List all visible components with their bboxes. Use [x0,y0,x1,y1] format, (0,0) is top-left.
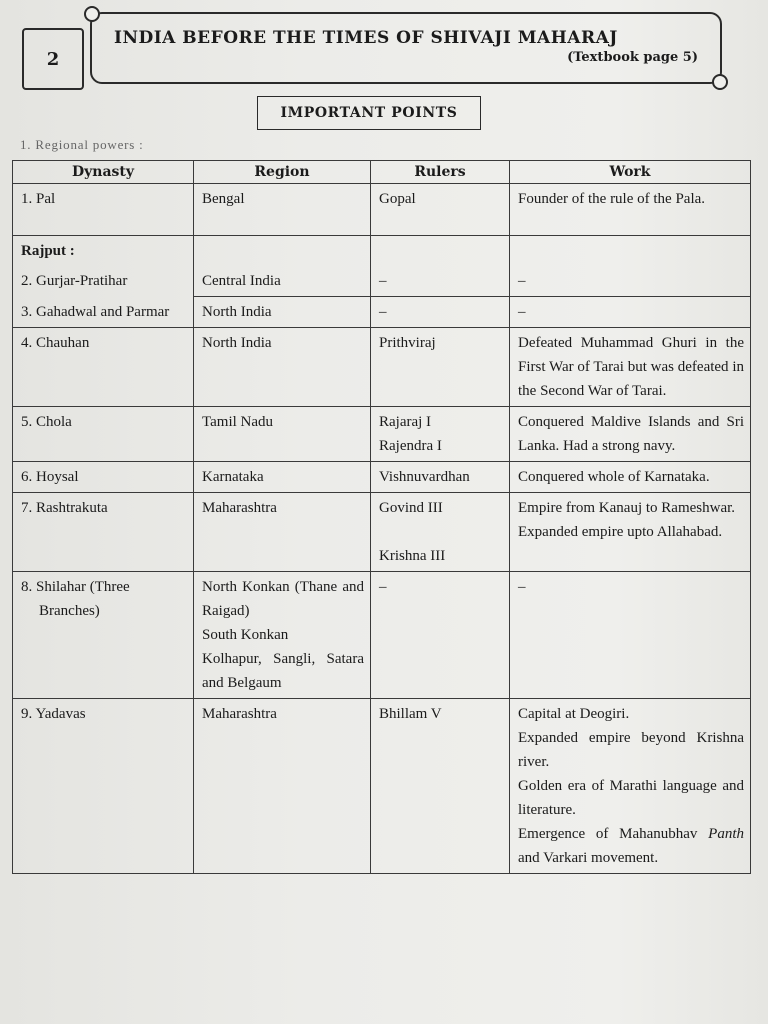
ruler-name: Rajendra I [379,438,442,454]
table-row-group-label [13,236,751,267]
dynasty-text: 8. Shilahar (Three Branches) [21,579,130,619]
region-cell: Karnataka [194,462,371,493]
banner-ornament-icon [84,6,100,22]
table-row [13,699,751,874]
section-heading-text: IMPORTANT POINTS [280,105,458,121]
region-cell: Central India [194,266,371,297]
dynasty-cell: 7. Rashtrakuta [13,493,194,572]
rulers-cell: Prithviraj [371,328,510,407]
empty-cell [194,236,371,267]
column-header-rulers: Rulers [371,161,510,184]
ruler-name: Rajaraj I [379,414,432,430]
work-line: Empire from Kanauj to Rameshwar. [518,500,736,516]
ruler-name: Govind III [379,500,443,516]
group-label: Rajput : [21,243,75,259]
work-line: Golden era of Marathi language and literature. [518,778,744,818]
dynasty-cell [13,572,194,699]
dynasty-cell: 1. Pal [13,184,194,236]
work-cell: Founder of the rule of the Pala. [510,184,751,236]
dynasty-cell [13,297,194,328]
dynasty-cell: 4. Chauhan [13,328,194,407]
region-cell: Maharashtra [194,699,371,874]
dynasty-cell: 6. Hoysal [13,462,194,493]
region-line: North Konkan (Thane and Raigad) [202,579,364,619]
work-line: Capital at Deogiri. [518,706,630,722]
work-line: Expanded empire upto Allahabad. [518,524,723,540]
column-header-dynasty: Dynasty [13,161,194,184]
ruler-name: Krishna III [379,548,446,564]
work-cell: Conquered whole of Karnataka. [510,462,751,493]
dynasty-cell: 5. Chola [13,407,194,462]
region-cell [194,572,371,699]
rulers-cell: Vishnuvardhan [371,462,510,493]
region-cell: Bengal [194,184,371,236]
table-row [13,493,751,572]
rulers-cell: – [371,297,510,328]
work-line: Expanded empire beyond Krishna river. [518,730,744,770]
work-cell: Defeated Muhammad Ghuri in the First War of Tarai but was defeated in the Second War of Tarai. [510,328,751,407]
dynasty-cell [13,236,194,267]
section-heading [257,96,481,130]
chapter-title: INDIA BEFORE THE TIMES OF SHIVAJI MAHARAJ [114,28,618,48]
table-row [13,572,751,699]
rulers-cell: – [371,572,510,699]
region-line: South Konkan [202,627,289,643]
region-cell: Maharashtra [194,493,371,572]
region-line: Kolhapur, Sangli, Satara and Belgaum [202,651,364,691]
work-cell: Conquered Maldive Islands and Sri Lanka. Had a strong navy. [510,407,751,462]
rulers-cell [371,493,510,572]
regional-powers-table [12,160,751,874]
table-row [13,297,751,328]
table-row [13,266,751,297]
dynasty-cell: 2. Gurjar-Pratihar [13,266,194,297]
rulers-cell: – [371,266,510,297]
dynasty-text: 3. Gahadwal and Parmar [21,303,170,320]
chapter-subtitle: (Textbook page 5) [567,50,698,65]
region-cell: North India [194,297,371,328]
rulers-cell: Gopal [371,184,510,236]
empty-cell [510,236,751,267]
work-cell [510,699,751,874]
column-header-region: Region [194,161,371,184]
column-header-work: Work [510,161,751,184]
intro-label: 1. Regional powers : [20,137,144,152]
region-cell: Tamil Nadu [194,407,371,462]
region-cell: North India [194,328,371,407]
banner-ornament-icon [712,74,728,90]
rulers-cell [371,407,510,462]
work-cell [510,493,751,572]
table-row [13,184,751,236]
work-text-italic: Panth [708,826,744,842]
table-header-row [13,161,751,184]
work-text: and Varkari movement. [518,850,659,866]
empty-cell [371,236,510,267]
title-banner [90,12,722,84]
table-row [13,462,751,493]
dynasty-cell: 9. Yadavas [13,699,194,874]
chapter-number-box [22,28,84,90]
work-cell: – [510,266,751,297]
rulers-cell: Bhillam V [371,699,510,874]
work-cell: – [510,572,751,699]
work-cell: – [510,297,751,328]
table-row [13,407,751,462]
work-text: Emergence of Mahanubhav [518,826,709,842]
chapter-number: 2 [46,48,60,70]
work-line [518,822,744,870]
table-row [13,328,751,407]
